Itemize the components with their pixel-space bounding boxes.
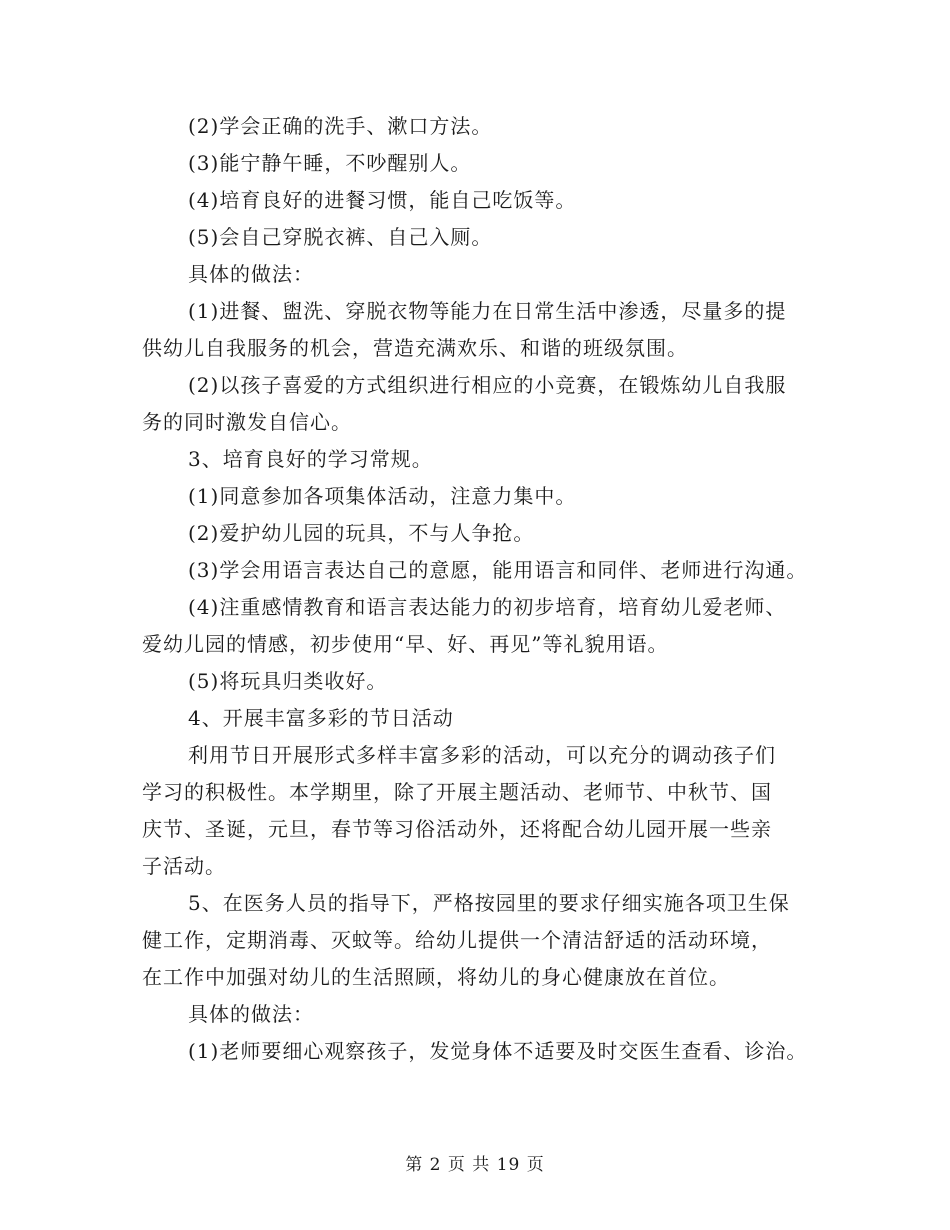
text-line: 务的同时激发自信心。 (142, 410, 352, 434)
text-line: (3)学会用语言表达自己的意愿，能用语言和同伴、老师进行沟通。 (188, 558, 808, 582)
text-line: (5)会自己穿脱衣裤、自己入厕。 (188, 225, 493, 249)
text-line: (1)同意参加各项集体活动，注意力集中。 (188, 484, 577, 508)
text-line: (2)以孩子喜爱的方式组织进行相应的小竞赛，在锻炼幼儿自我服 (188, 373, 787, 397)
text-line: 5、在医务人员的指导下，严格按园里的要求仔细实施各项卫生保 (188, 891, 790, 915)
text-line: 在工作中加强对幼儿的生活照顾，将幼儿的身心健康放在首位。 (142, 965, 730, 989)
text-line: 4、开展丰富多彩的节日活动 (188, 706, 454, 730)
document-body (142, 108, 842, 1070)
text-line: 具体的做法： (188, 262, 314, 286)
text-line: (4)培育良好的进餐习惯，能自己吃饭等。 (188, 188, 577, 212)
text-line: (1)老师要细心观察孩子，发觉身体不适要及时交医生查看、诊治。 (188, 1039, 808, 1063)
text-line: (1)进餐、盥洗、穿脱衣物等能力在日常生活中渗透，尽量多的提 (188, 299, 787, 323)
text-line: 学习的积极性。本学期里，除了开展主题活动、老师节、中秋节、国 (142, 780, 772, 804)
text-line: 具体的做法： (188, 1002, 314, 1026)
text-line: 子活动。 (142, 854, 226, 878)
text-line: (2)爱护幼儿园的玩具，不与人争抢。 (188, 521, 535, 545)
text-line: 供幼儿自我服务的机会，营造充满欢乐、和谐的班级氛围。 (142, 336, 688, 360)
text-line: 庆节、圣诞，元旦，春节等习俗活动外，还将配合幼儿园开展一些亲 (142, 817, 772, 841)
text-line: (5)将玩具归类收好。 (188, 669, 388, 693)
text-line: (4)注重感情教育和语言表达能力的初步培育，培育幼儿爱老师、 (188, 595, 787, 619)
text-line: (2)学会正确的洗手、漱口方法。 (188, 114, 493, 138)
text-line: 健工作，定期消毒、灭蚊等。给幼儿提供一个清洁舒适的活动环境， (142, 928, 772, 952)
text-line: 利用节日开展形式多样丰富多彩的活动，可以充分的调动孩子们 (188, 743, 776, 767)
page-number-footer: 第 2 页 共 19 页 (405, 1155, 545, 1175)
text-line: (3)能宁静午睡，不吵醒别人。 (188, 151, 472, 175)
text-line: 3、培育良好的学习常规。 (188, 447, 433, 471)
text-line: 爱幼儿园的情感，初步使用“早、好、再见”等礼貌用语。 (142, 632, 669, 656)
